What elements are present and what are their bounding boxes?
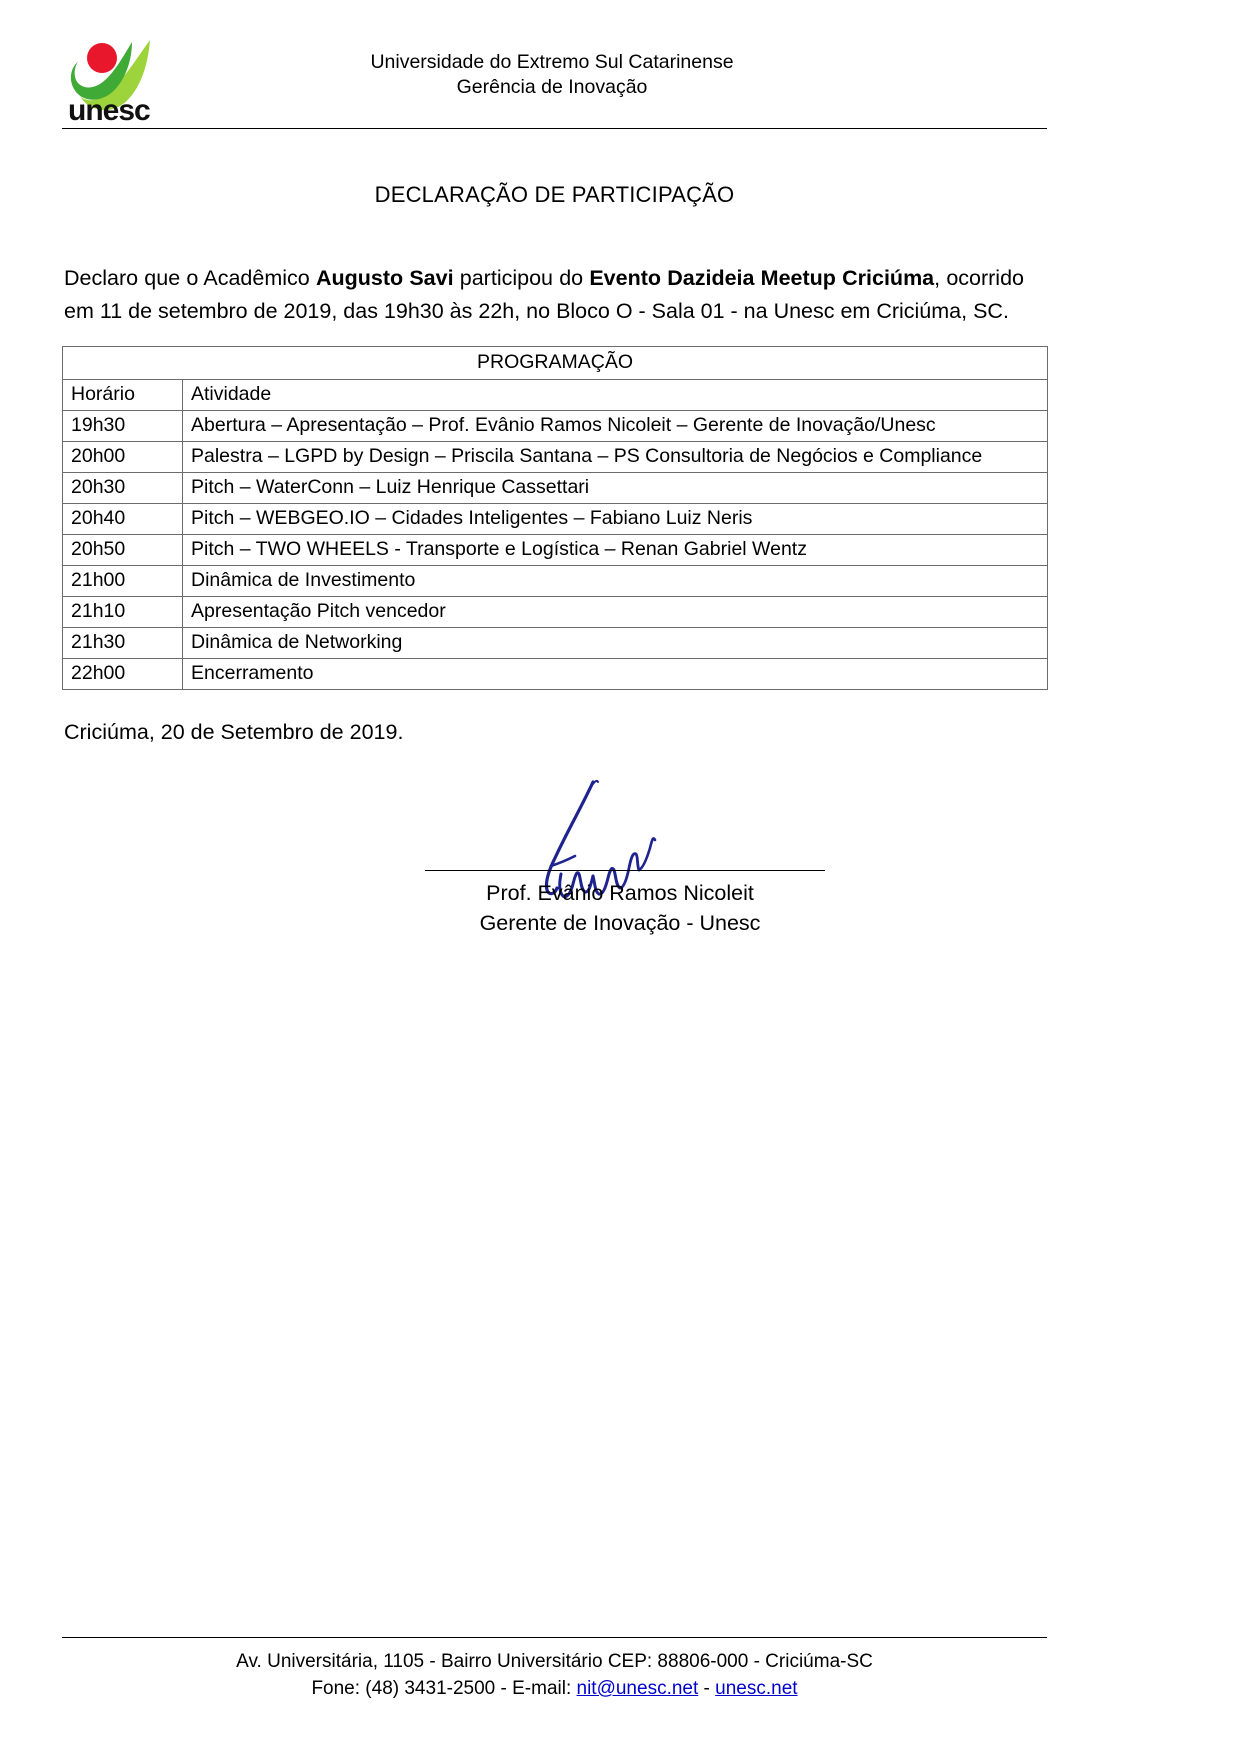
- column-header-activity: Atividade: [183, 380, 1048, 411]
- cell-activity: Pitch – WaterConn – Luiz Henrique Cassettari: [183, 473, 1048, 504]
- cell-time: 21h00: [63, 566, 183, 597]
- declaration-paragraph: [64, 262, 1024, 328]
- table-row: [63, 535, 1048, 566]
- email-link[interactable]: nit@unesc.net: [576, 1678, 699, 1699]
- cell-time: 19h30: [63, 411, 183, 442]
- table-row: [63, 659, 1048, 690]
- header-line-university: Universidade do Extremo Sul Catarinense: [370, 51, 734, 73]
- header-line-department: Gerência de Inovação: [456, 76, 648, 98]
- cell-time: 20h40: [63, 504, 183, 535]
- table-row: [63, 597, 1048, 628]
- cell-activity: Encerramento: [183, 659, 1048, 690]
- column-header-time: Horário: [63, 380, 183, 411]
- footer-contact: [62, 1675, 1047, 1702]
- table-row: [63, 628, 1048, 659]
- cell-time: 21h10: [63, 597, 183, 628]
- signatory-role: Gerente de Inovação - Unesc: [479, 911, 761, 935]
- table-caption-row: [63, 347, 1048, 380]
- student-name: Augusto Savi: [315, 266, 454, 290]
- footer-divider: [62, 1637, 1047, 1638]
- website-link[interactable]: unesc.net: [715, 1678, 798, 1699]
- cell-activity: Abertura – Apresentação – Prof. Evânio Ramos Nicoleit – Gerente de Inovação/Unesc: [183, 411, 1048, 442]
- svg-text:unesc: unesc: [68, 94, 150, 124]
- cell-time: 20h30: [63, 473, 183, 504]
- cell-time: 20h50: [63, 535, 183, 566]
- header-divider: [62, 128, 1047, 129]
- signatory-name: Prof. Evânio Ramos Nicoleit: [486, 881, 754, 905]
- table-row: [63, 566, 1048, 597]
- event-name: Evento Dazideia Meetup Criciúma: [589, 266, 935, 290]
- table-row: [63, 442, 1048, 473]
- cell-activity: Palestra – LGPD by Design – Priscila Santana – PS Consultoria de Negócios e Compliance: [183, 442, 1048, 473]
- program-table-body: [63, 347, 1048, 690]
- document-footer: [62, 1648, 1047, 1702]
- program-table-caption: PROGRAMAÇÃO: [63, 347, 1048, 380]
- cell-activity: Apresentação Pitch vencedor: [183, 597, 1048, 628]
- cell-time: 21h30: [63, 628, 183, 659]
- signature-line: [425, 870, 825, 871]
- cell-activity: Pitch – TWO WHEELS - Transporte e Logística – Renan Gabriel Wentz: [183, 535, 1048, 566]
- declaration-text-part1: Declaro que o Acadêmico: [64, 266, 316, 290]
- table-header-row: [63, 380, 1048, 411]
- table-row: [63, 411, 1048, 442]
- declaration-text-part2: participou do: [453, 266, 590, 290]
- cell-activity: Dinâmica de Networking: [183, 628, 1048, 659]
- table-row: [63, 473, 1048, 504]
- document-header: [62, 28, 1047, 128]
- cell-time: 20h00: [63, 442, 183, 473]
- signatory-info: [300, 878, 940, 938]
- declaration-text-part3: , ocorrido em 11 de setembro de 2019, das 19h30 às 22h, no Bloco O - Sala 01 - na Unesc em Criciúma, SC.: [64, 266, 1024, 323]
- cell-activity: Dinâmica de Investimento: [183, 566, 1048, 597]
- program-table: [62, 346, 1048, 690]
- footer-phone-label: Fone: (48) 3431-2500 - E-mail:: [311, 1678, 577, 1699]
- table-row: [63, 504, 1048, 535]
- cell-time: 22h00: [63, 659, 183, 690]
- place-and-date: Criciúma, 20 de Setembro de 2019.: [64, 720, 404, 744]
- cell-activity: Pitch – WEBGEO.IO – Cidades Inteligentes – Fabiano Luiz Neris: [183, 504, 1048, 535]
- unesc-logo: [62, 32, 182, 124]
- footer-address: Av. Universitária, 1105 - Bairro Universitário CEP: 88806-000 - Criciúma-SC: [236, 1651, 873, 1672]
- page-title: DECLARAÇÃO DE PARTICIPAÇÃO: [374, 182, 735, 207]
- footer-separator: -: [698, 1678, 716, 1699]
- header-institution-block: [182, 50, 922, 100]
